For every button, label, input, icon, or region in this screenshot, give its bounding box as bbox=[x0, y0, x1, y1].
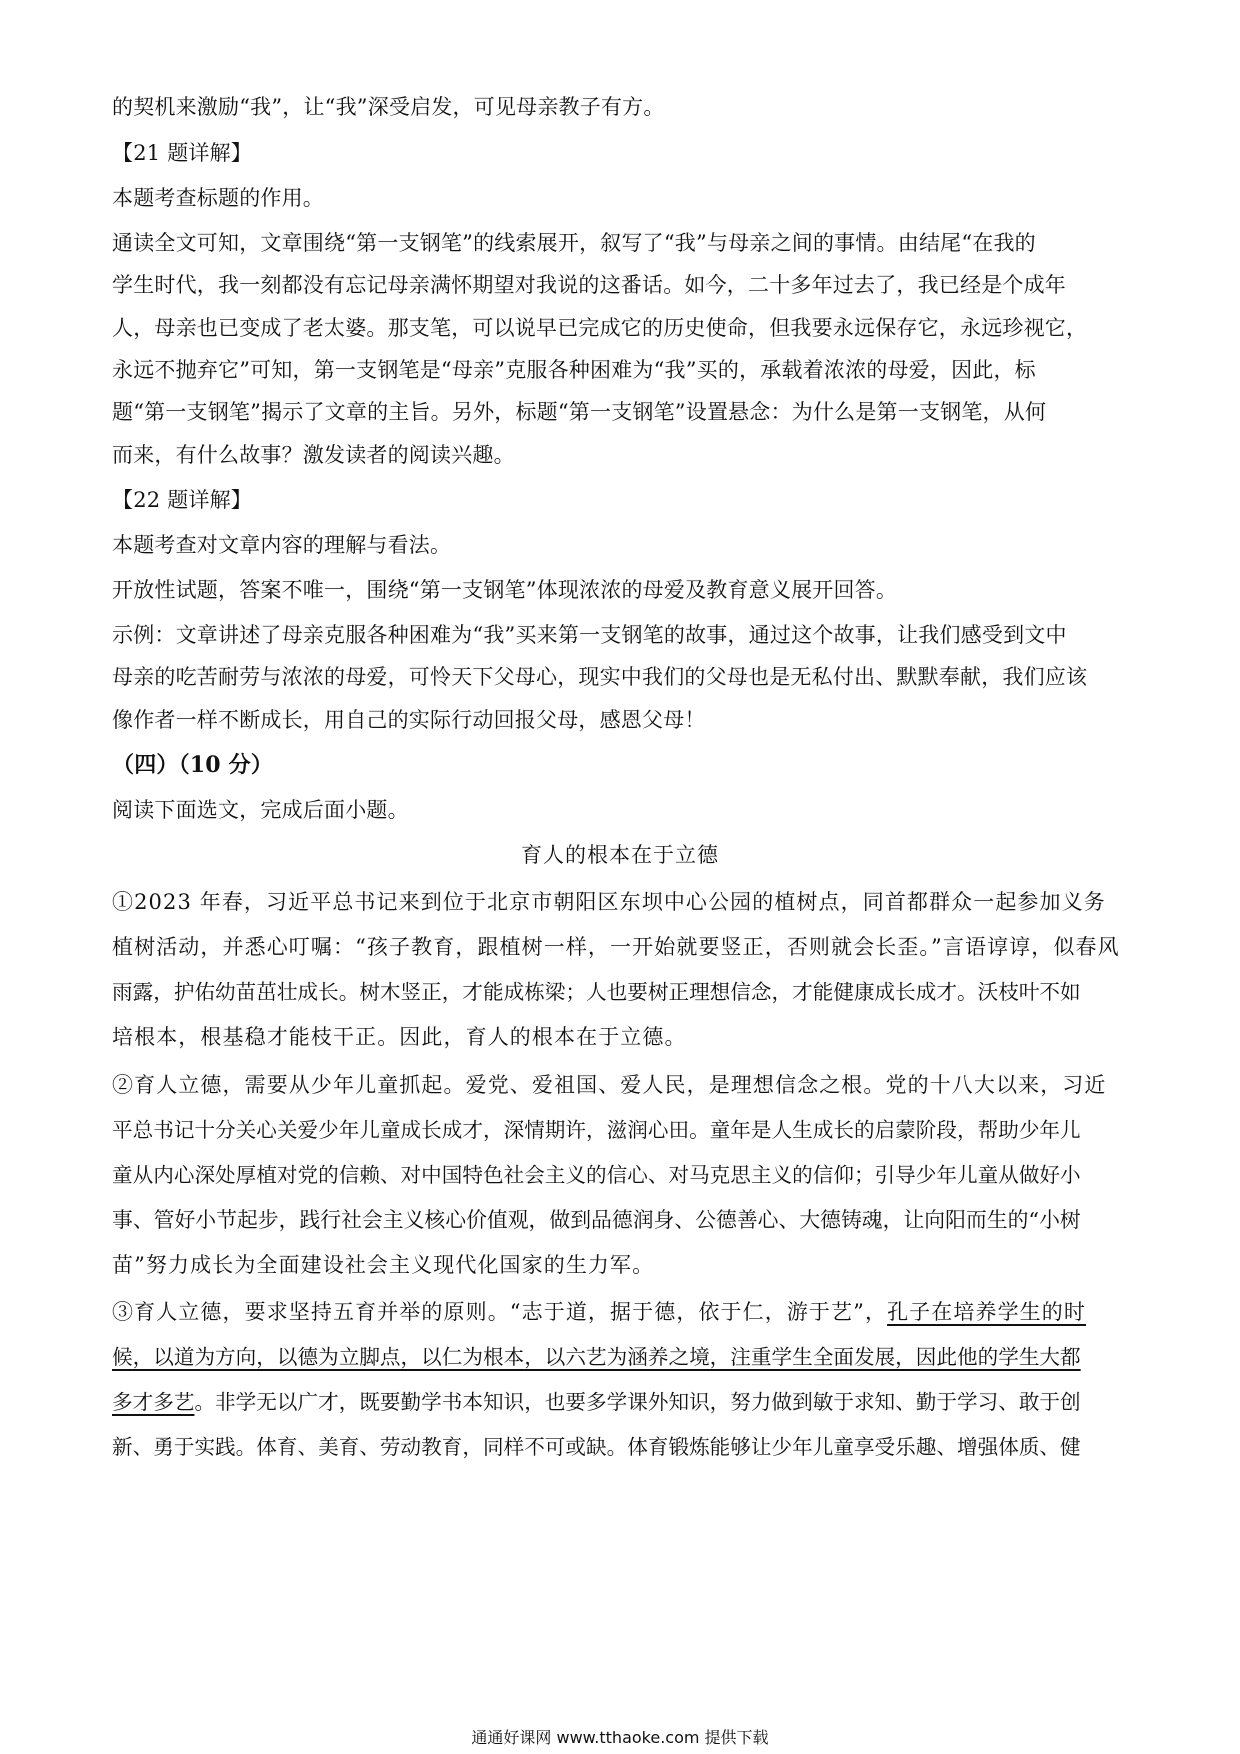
text-line: 永远不抛弃它”可知，第一支钢笔是“母亲”克服各种困难为“我”买的，承载着浓浓的母爱，因此，标 bbox=[112, 358, 1036, 382]
essay-text: 。非学无以广才，既要勤学书本知识，也要多学课外知识，努力做到敏于求知、勤于学习、敢于创 bbox=[194, 1390, 1081, 1414]
essay-line bbox=[112, 1342, 1132, 1372]
essay-line: 平总书记十分关心关爱少年儿童成长成才，深情期许，滋润心田。童年是人生成长的启蒙阶段，帮助少年儿 bbox=[112, 1118, 1081, 1142]
underlined-sentence: 孔子在培养学生的时 bbox=[887, 1300, 1086, 1324]
section-heading: （四）（10 分） bbox=[112, 752, 274, 778]
instruction: 阅读下面选文，完成后面小题。 bbox=[112, 798, 409, 822]
text-line: 本题考查标题的作用。 bbox=[112, 186, 324, 210]
page-footer: 通通好课网 www.tthaoke.com 提供下载 bbox=[471, 1728, 769, 1747]
essay-line: 事、管好小节起步，践行社会主义核心价值观，做到品德润身、公德善心、大德铸魂，让向阳而生的“小树 bbox=[112, 1208, 1081, 1232]
text-line: 本题考查对文章内容的理解与看法。 bbox=[112, 533, 452, 557]
question-22-heading: 【22 题详解】 bbox=[112, 488, 252, 512]
essay-line: 植树活动，并悉心叮嘱：“孩子教育，跟植树一样，一开始就要竖正，否则就会长歪。”言语谆谆，似春风 bbox=[112, 935, 1120, 959]
text-line: 像作者一样不断成长，用自己的实际行动回报父母，感恩父母！ bbox=[112, 708, 706, 732]
essay-line bbox=[112, 1297, 1132, 1327]
question-21-heading: 【21 题详解】 bbox=[112, 141, 252, 165]
essay-line: 雨露，护佑幼苗茁壮成长。树木竖正，才能成栋梁；人也要树正理想信念，才能健康成长成才。沃枝叶不如 bbox=[112, 980, 1081, 1004]
essay-line bbox=[112, 1387, 1132, 1417]
underlined-sentence: 候，以道为方向，以德为立脚点，以仁为根本，以六艺为涵养之境，注重学生全面发展，因此他的学生大都 bbox=[112, 1345, 1081, 1369]
text-line: 人，母亲也已变成了老太婆。那支笔，可以说早已完成它的历史使命，但我要永远保存它，永远珍视它， bbox=[112, 316, 1088, 340]
essay-line: 童从内心深处厚植对党的信赖、对中国特色社会主义的信心、对马克思主义的信仰；引导少年儿童从做好小 bbox=[112, 1163, 1081, 1187]
text-line: 的契机来激励“我”，让“我”深受启发，可见母亲教子有方。 bbox=[112, 95, 665, 119]
text-line: 学生时代，我一刻都没有忘记母亲满怀期望对我说的这番话。如今，二十多年过去了，我已经是个成年 bbox=[112, 273, 1066, 297]
essay-text: ③育人立德，要求坚持五育并举的原则。“志于道，据于德，依于仁，游于艺”， bbox=[112, 1300, 888, 1324]
essay-line: 新、勇于实践。体育、美育、劳动教育，同样不可或缺。体育锻炼能够让少年儿童享受乐趣、增强体质、健 bbox=[112, 1435, 1081, 1459]
text-line: 母亲的吃苦耐劳与浓浓的母爱，可怜天下父母心，现实中我们的父母也是无私付出、默默奉献，我们应该 bbox=[112, 665, 1088, 689]
text-line: 通读全文可知，文章围绕“第一支钢笔”的线索展开，叙写了“我”与母亲之间的事情。由结尾“在我的 bbox=[112, 231, 1036, 255]
essay-line: 培根本，根基稳才能枝干正。因此，育人的根本在于立德。 bbox=[112, 1025, 687, 1049]
underlined-sentence: 多才多艺 bbox=[112, 1390, 195, 1414]
essay-line: ②育人立德，需要从少年儿童抓起。爱党、爱祖国、爱人民，是理想信念之根。党的十八大以来，习近 bbox=[112, 1073, 1107, 1097]
essay-line: ①2023 年春，习近平总书记来到位于北京市朝阳区东坝中心公园的植树点，同首都群众一起参加义务 bbox=[112, 890, 1106, 914]
essay-line: 苗”努力成长为全面建设社会主义现代化国家的生力军。 bbox=[112, 1253, 655, 1277]
text-line: 示例：文章讲述了母亲克服各种困难为“我”买来第一支钢笔的故事，通过这个故事，让我们感受到文中 bbox=[112, 623, 1067, 647]
article-title: 育人的根本在于立德 bbox=[521, 843, 719, 867]
text-line: 开放性试题，答案不唯一，围绕“第一支钢笔”体现浓浓的母爱及教育意义展开回答。 bbox=[112, 578, 898, 602]
text-line: 题“第一支钢笔”揭示了文章的主旨。另外，标题“第一支钢笔”设置悬念：为什么是第一支钢笔，从何 bbox=[112, 400, 1047, 424]
text-line: 而来，有什么故事？激发读者的阅读兴趣。 bbox=[112, 443, 515, 467]
